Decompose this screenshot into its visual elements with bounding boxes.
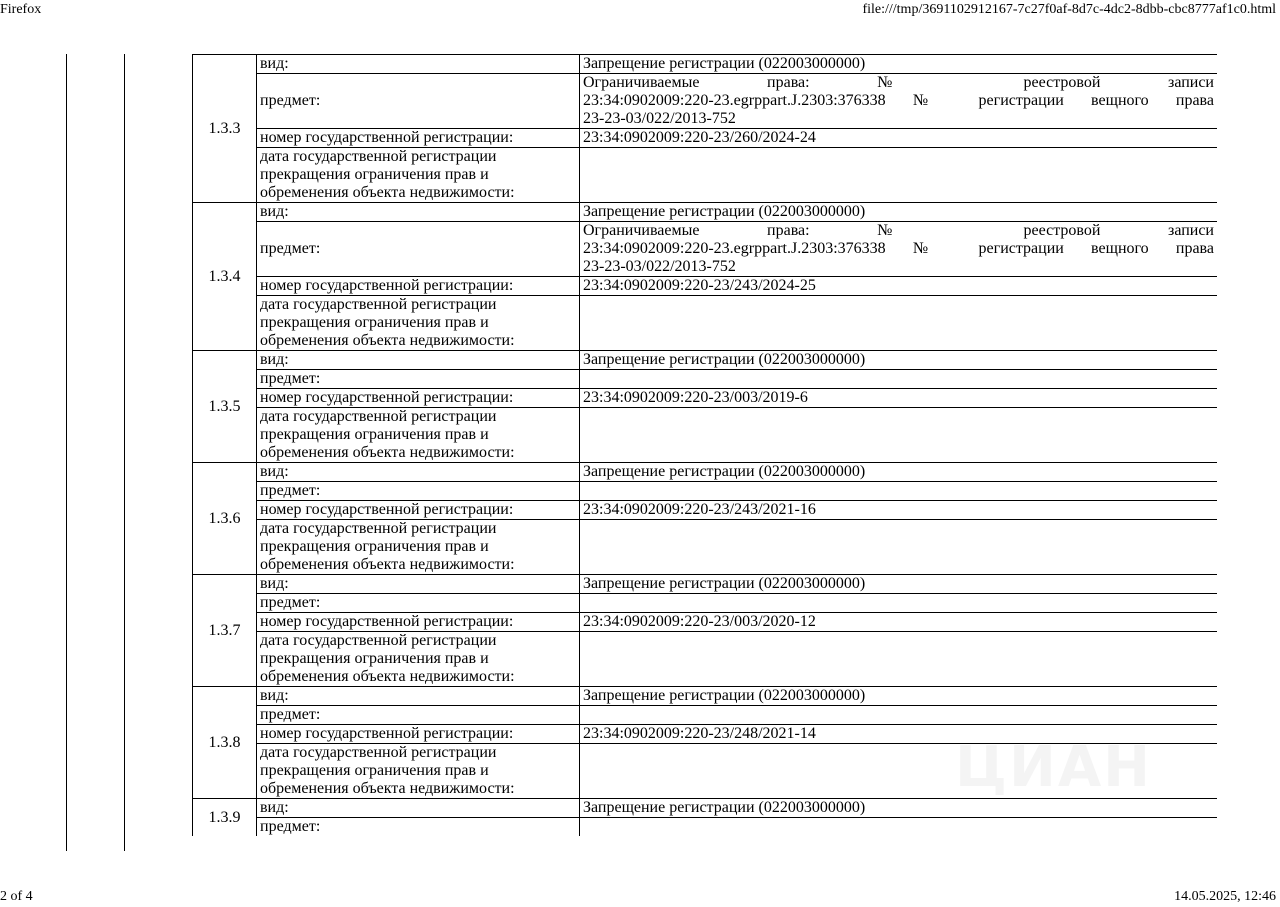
page-margin-line <box>124 54 125 851</box>
record-number: 1.3.6 <box>193 463 257 575</box>
subject-line: 23:34:0902009:220-23.egrppart.J.2303:376338 № регистрации вещного права <box>583 92 1214 109</box>
field-value-data <box>580 408 1218 463</box>
label-line: прекращения ограничения прав и <box>260 538 489 555</box>
subject-line: 23-23-03/022/2013-752 <box>583 110 736 127</box>
field-label-predmet: предмет: <box>257 594 580 613</box>
field-value-nomer: 23:34:0902009:220-23/260/2024-24 <box>580 129 1218 148</box>
field-label-vid: вид: <box>257 351 580 370</box>
record-number: 1.3.3 <box>193 55 257 203</box>
label-line: обременения объекта недвижимости: <box>260 668 515 685</box>
record-row-vid <box>193 55 1218 74</box>
record-row-vid <box>193 575 1218 594</box>
record-row-vid <box>193 799 1218 818</box>
record-row-data <box>193 632 1218 687</box>
subject-line: 23-23-03/022/2013-752 <box>583 258 736 275</box>
field-label-vid: вид: <box>257 203 580 222</box>
subject-line: 23:34:0902009:220-23.egrppart.J.2303:376338 № регистрации вещного права <box>583 240 1214 257</box>
label-line: обременения объекта недвижимости: <box>260 332 515 349</box>
record-row-vid <box>193 351 1218 370</box>
field-value-predmet <box>580 594 1218 613</box>
field-label-nomer: номер государственной регистрации: <box>257 129 580 148</box>
field-label-vid: вид: <box>257 463 580 482</box>
field-label-predmet: предмет: <box>257 222 580 277</box>
field-label-nomer: номер государственной регистрации: <box>257 501 580 520</box>
field-label-vid: вид: <box>257 687 580 706</box>
label-line: прекращения ограничения прав и <box>260 762 489 779</box>
field-value-nomer: 23:34:0902009:220-23/243/2021-16 <box>580 501 1218 520</box>
record-row-data <box>193 520 1218 575</box>
record-row-data <box>193 296 1218 351</box>
label-line: прекращения ограничения прав и <box>260 166 489 183</box>
label-line: дата государственной регистрации <box>260 744 497 761</box>
label-line: дата государственной регистрации <box>260 296 497 313</box>
field-label-vid: вид: <box>257 55 580 74</box>
field-label-data <box>257 632 580 687</box>
label-line: прекращения ограничения прав и <box>260 650 489 667</box>
field-label-predmet: предмет: <box>257 706 580 725</box>
field-value-nomer: 23:34:0902009:220-23/243/2024-25 <box>580 277 1218 296</box>
field-label-data <box>257 520 580 575</box>
label-line: прекращения ограничения прав и <box>260 314 489 331</box>
field-value-vid: Запрещение регистрации (022003000000) <box>580 203 1218 222</box>
record-row-vid <box>193 687 1218 706</box>
record-row-predmet <box>193 594 1218 613</box>
field-value-predmet <box>580 74 1218 129</box>
subject-line: Ограничиваемые права: № реестровой записи <box>583 222 1214 239</box>
field-label-predmet: предмет: <box>257 74 580 129</box>
field-value-nomer: 23:34:0902009:220-23/248/2021-14 <box>580 725 1218 744</box>
print-datetime: 14.05.2025, 12:46 <box>1174 889 1276 904</box>
record-row-data <box>193 148 1218 203</box>
field-value-predmet <box>580 706 1218 725</box>
field-value-vid: Запрещение регистрации (022003000000) <box>580 687 1218 706</box>
record-number: 1.3.4 <box>193 203 257 351</box>
field-label-data <box>257 148 580 203</box>
record-row-nomer <box>193 501 1218 520</box>
record-row-predmet <box>193 818 1218 837</box>
field-value-predmet <box>580 370 1218 389</box>
record-number: 1.3.5 <box>193 351 257 463</box>
record-row-predmet <box>193 74 1218 129</box>
field-value-data <box>580 296 1218 351</box>
field-value-nomer: 23:34:0902009:220-23/003/2019-6 <box>580 389 1218 408</box>
record-row-predmet <box>193 482 1218 501</box>
field-label-data <box>257 408 580 463</box>
field-label-nomer: номер государственной регистрации: <box>257 277 580 296</box>
field-value-vid: Запрещение регистрации (022003000000) <box>580 55 1218 74</box>
record-row-vid <box>193 463 1218 482</box>
record-row-nomer <box>193 389 1218 408</box>
record-number: 1.3.9 <box>193 799 257 837</box>
field-value-data <box>580 632 1218 687</box>
record-row-predmet <box>193 706 1218 725</box>
label-line: обременения объекта недвижимости: <box>260 444 515 461</box>
field-value-vid: Запрещение регистрации (022003000000) <box>580 463 1218 482</box>
watermark-logo: ЦИАН <box>955 735 1153 800</box>
field-label-data <box>257 744 580 799</box>
record-row-data <box>193 408 1218 463</box>
record-row-vid <box>193 203 1218 222</box>
field-value-data <box>580 520 1218 575</box>
page-url: file:///tmp/3691102912167-7c27f0af-8d7c-4dc2-8dbb-cbc8777af1c0.html <box>862 2 1276 17</box>
label-line: дата государственной регистрации <box>260 632 497 649</box>
field-value-vid: Запрещение регистрации (022003000000) <box>580 799 1218 818</box>
field-label-data <box>257 296 580 351</box>
subject-line: Ограничиваемые права: № реестровой записи <box>583 74 1214 91</box>
label-line: прекращения ограничения прав и <box>260 426 489 443</box>
field-value-predmet <box>580 482 1218 501</box>
record-number: 1.3.7 <box>193 575 257 687</box>
label-line: обременения объекта недвижимости: <box>260 780 515 797</box>
label-line: обременения объекта недвижимости: <box>260 556 515 573</box>
page-indicator: 2 of 4 <box>0 889 33 904</box>
record-row-nomer <box>193 129 1218 148</box>
field-label-vid: вид: <box>257 799 580 818</box>
field-value-predmet <box>580 222 1218 277</box>
field-label-predmet: предмет: <box>257 370 580 389</box>
record-row-nomer <box>193 277 1218 296</box>
field-label-nomer: номер государственной регистрации: <box>257 725 580 744</box>
label-line: дата государственной регистрации <box>260 408 497 425</box>
page-margin-line <box>66 54 67 851</box>
field-value-data <box>580 148 1218 203</box>
field-value-predmet <box>580 818 1218 837</box>
record-row-predmet <box>193 370 1218 389</box>
field-label-predmet: предмет: <box>257 482 580 501</box>
record-row-nomer <box>193 613 1218 632</box>
field-value-vid: Запрещение регистрации (022003000000) <box>580 351 1218 370</box>
label-line: дата государственной регистрации <box>260 520 497 537</box>
record-row-predmet <box>193 222 1218 277</box>
record-number: 1.3.8 <box>193 687 257 799</box>
field-value-vid: Запрещение регистрации (022003000000) <box>580 575 1218 594</box>
document-content <box>192 54 1217 851</box>
label-line: обременения объекта недвижимости: <box>260 184 515 201</box>
label-line: дата государственной регистрации <box>260 148 497 165</box>
field-label-nomer: номер государственной регистрации: <box>257 613 580 632</box>
field-value-nomer: 23:34:0902009:220-23/003/2020-12 <box>580 613 1218 632</box>
field-label-vid: вид: <box>257 575 580 594</box>
field-label-nomer: номер государственной регистрации: <box>257 389 580 408</box>
encumbrance-table <box>192 54 1217 836</box>
browser-app-name: Firefox <box>0 2 42 17</box>
field-label-predmet: предмет: <box>257 818 580 837</box>
